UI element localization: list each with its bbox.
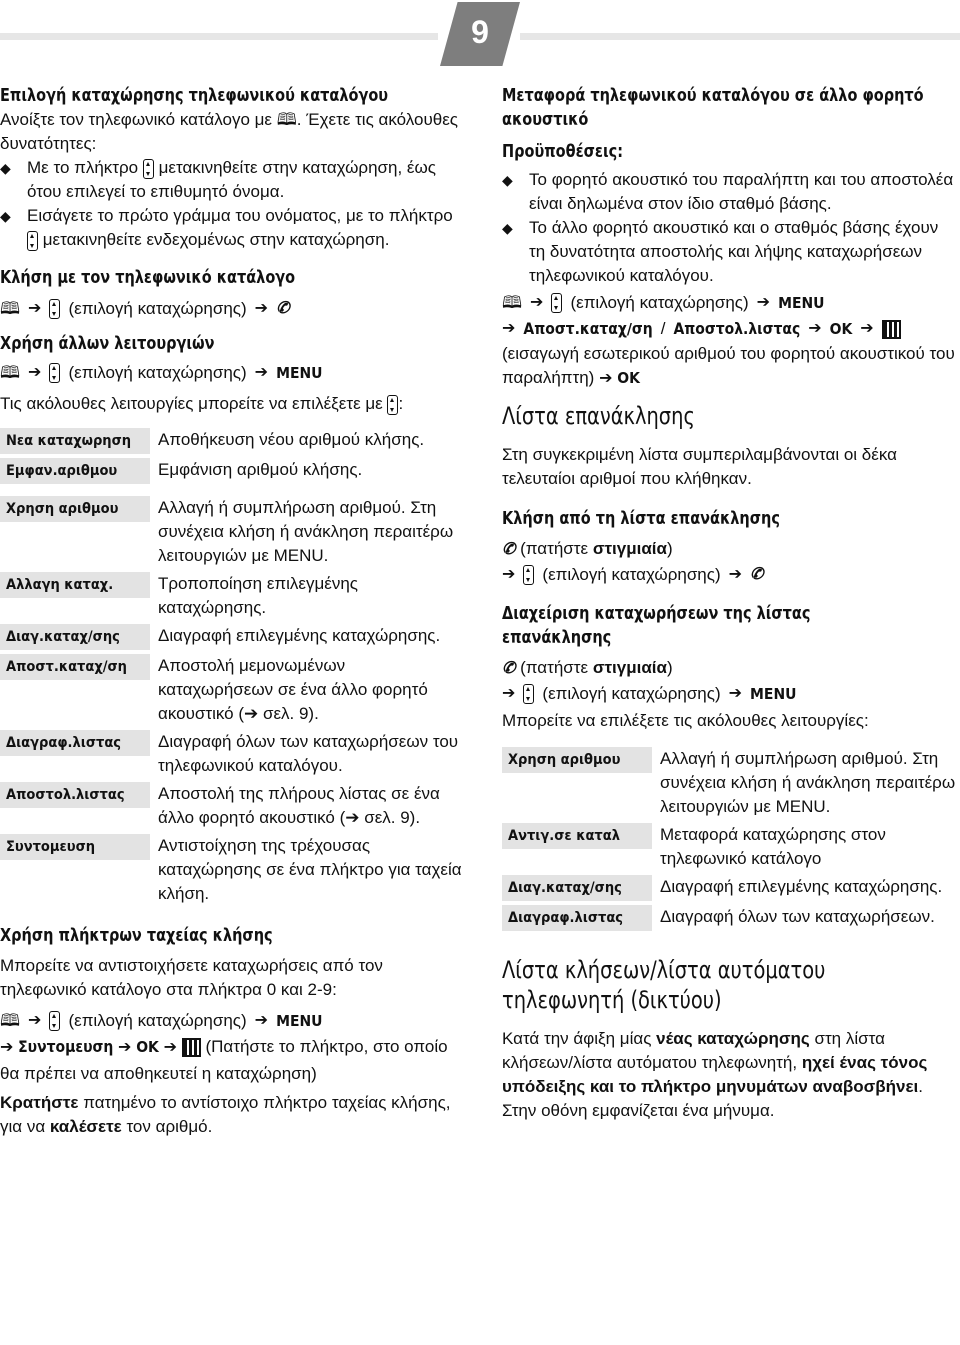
speed-dial-hold: [0, 1091, 462, 1139]
send-entry-key: Αποστ.καταχ/ση: [523, 320, 653, 338]
arrow-icon: ➔: [860, 320, 874, 337]
cl-c: στη λίστα κλήσεων/λίστα αυτόματου τηλεφωνητή,: [502, 1029, 885, 1072]
nav-key-icon: [551, 293, 562, 313]
table-row: [0, 624, 462, 650]
transfer-tail: [502, 342, 958, 391]
header-rule-right: [520, 33, 960, 40]
arrow-icon: ➔: [599, 370, 613, 387]
tr-tail: (εισαγωγή εσωτερικού αριθμού του φορητού ακουστικού του παραλήπτη): [502, 344, 955, 387]
shortcut-key: Συντομευση: [18, 1038, 114, 1056]
redial-text: Στη συγκεκριμένη λίστα συμπεριλαμβάνονται οι δέκα τελευταίοι αριθμοί που κλήθηκαν.: [502, 445, 897, 488]
arrow-icon: ➔: [808, 320, 822, 337]
p-c: ): [666, 658, 673, 677]
cl-a: Κατά την άφιξη μίας: [502, 1029, 657, 1048]
section-title-select-entry: Επιλογή καταχώρησης τηλεφωνικού καταλόγου: [0, 86, 389, 106]
phonebook-icon: 🕮: [0, 299, 21, 318]
section-title-call-list-2: τηλεφωνητή (δικτύου): [502, 986, 722, 1014]
arrow-icon: ➔: [118, 1039, 132, 1056]
option-key: Διαγ.καταχ/σης: [0, 624, 150, 650]
b2b: μετακινηθείτε ενδεχομένως στην καταχώρηση.: [42, 230, 390, 249]
p-a: (πατήστε: [520, 658, 593, 677]
manage-steps: [502, 681, 958, 707]
table-row: [0, 654, 462, 726]
b2a: Εισάγετε το πρώτο γράμμα του ονόματος, με το πλήκτρο: [27, 206, 453, 225]
keypad-icon: [182, 1038, 201, 1057]
option-key: Αντιγ.σε καταλ: [502, 823, 652, 849]
option-desc: Αποστολή μεμονωμένων καταχωρήσεων σε ένα άλλο φορητό ακουστικό (➔ σελ. 9).: [158, 656, 428, 723]
header-rule-left: [0, 33, 438, 40]
fi-b: :: [398, 394, 404, 413]
functions-steps: [0, 360, 462, 386]
intro-text: [0, 108, 462, 156]
intro-b: . Έχετε τις ακόλουθες δυνατότητες:: [0, 110, 458, 153]
talk-key-icon: ✆: [750, 566, 764, 583]
cl-b: νέας καταχώρησης: [656, 1029, 810, 1048]
arrow-icon: ➔: [756, 294, 771, 311]
option-desc: Μεταφορά καταχώρησης στον τηλεφωνικό κατάλογο: [660, 825, 886, 868]
mg-step: (επιλογή καταχώρησης): [542, 684, 721, 703]
b1b: μετακινηθείτε στην καταχώρηση, έως ότου επιλεγεί το επιθυμητό όνομα.: [27, 158, 436, 201]
phonebook-icon: 🕮: [0, 363, 21, 382]
section-title-call: Κλήση με τον τηλεφωνικό κατάλογο: [0, 268, 296, 288]
option-key: Διαγραφ.λιστας: [0, 730, 150, 756]
nav-key-icon: [523, 565, 534, 585]
p-b: στιγμιαία: [592, 539, 667, 558]
nav-key-icon: [49, 363, 60, 383]
menu-key: MENU: [276, 1012, 323, 1030]
diamond-bullet-icon: ◆: [502, 220, 513, 236]
option-desc: Αποθήκευση νέου αριθμού κλήσης.: [158, 430, 425, 449]
option-desc: Διαγραφή όλων των καταχωρήσεων του τηλεφωνικού καταλόγου.: [158, 732, 459, 775]
diamond-bullet-icon: ◆: [502, 172, 513, 188]
phonebook-icon: 🕮: [276, 110, 297, 129]
arrow-icon: ➔: [28, 364, 42, 381]
send-list-key: Αποστολ.λιστας: [673, 320, 801, 338]
phonebook-options-table: [0, 428, 462, 906]
functions-intro: [0, 392, 462, 416]
arrow-icon: ➔: [254, 1012, 269, 1029]
intro-a: Ανοίξτε τον τηλεφωνικό κατάλογο με: [0, 110, 273, 129]
nav-key-icon: [143, 159, 154, 179]
bullet-2: [0, 204, 462, 252]
section-title-transfer: Μεταφορά τηλεφωνικού καταλόγου σε άλλο φορητό ακουστικό: [502, 86, 924, 130]
option-key: Εμφαν.αριθμου: [0, 458, 150, 484]
arrow-icon: ➔: [502, 320, 516, 337]
arrow-icon: ➔: [254, 364, 269, 381]
fi-a: Τις ακόλουθες λειτουργίες μπορείτε να επιλέξετε με: [0, 394, 383, 413]
call-bold: καλέσετε: [49, 1117, 122, 1136]
table-row: [0, 572, 462, 620]
transfer-steps-1: [502, 290, 958, 316]
b1a: Με το πλήκτρο: [27, 158, 139, 177]
speed-dial-steps-2: [0, 1034, 462, 1087]
cl-d: ηχεί ένας τόνος υπόδειξης και το πλήκτρο μηνυμάτων αναβοσβήνει: [502, 1053, 928, 1096]
redial-steps: [502, 562, 958, 588]
option-key: Διαγραφ.λιστας: [502, 905, 652, 931]
section-title-manage-redial: Διαχείριση καταχωρήσεων της λίστας επανάκλησης: [502, 604, 811, 648]
diamond-bullet-icon: ◆: [0, 208, 11, 224]
option-key: Συντομευση: [0, 834, 150, 860]
sd-tail: (Πατήστε το πλήκτρο, στο οποίο θα πρέπει να αποθηκευτεί η καταχώρηση): [0, 1037, 448, 1083]
talk-key-icon: ✆: [276, 300, 290, 317]
nav-key-icon: [27, 231, 38, 251]
ok-key: OK: [617, 369, 640, 387]
rd-step: (επιλογή καταχώρησης): [542, 565, 721, 584]
option-key: Χρηση αριθμου: [502, 747, 652, 773]
talk-key-icon: ✆: [502, 541, 516, 558]
pre-b1: Το φορητό ακουστικό του παραλήπτη και του αποστολέα είναι δηλωμένα στον ίδιο σταθμό βάσης.: [529, 170, 954, 213]
p-b: στιγμιαία: [592, 658, 667, 677]
nav-key-icon: [523, 684, 534, 704]
functions-step-text: (επιλογή καταχώρησης): [68, 363, 247, 382]
option-desc: Αλλαγή ή συμπλήρωση αριθμού. Στη συνέχεια κλήση ή ανάκληση περαιτέρω λειτουργιών με MENU.: [158, 498, 454, 565]
table-row: [0, 496, 462, 568]
cl-e: . Στην οθόνη εμφανίζεται ένα μήνυμα.: [502, 1077, 923, 1120]
option-key: Αλλαγη καταχ.: [0, 572, 150, 598]
p-c: ): [666, 539, 673, 558]
hold-d: τον αριθμό.: [121, 1117, 213, 1136]
nav-key-icon: [387, 395, 398, 415]
section-title-call-list-1: Λίστα κλήσεων/λίστα αυτόματου: [502, 956, 826, 984]
section-title-redial-list: Λίστα επανάκλησης: [502, 402, 695, 430]
arrow-icon: ➔: [28, 1012, 42, 1029]
pre-bullet-2: [502, 216, 958, 288]
arrow-icon: ➔: [502, 566, 516, 583]
option-key: Αποστολ.λιστας: [0, 782, 150, 808]
table-row: [0, 458, 462, 484]
phonebook-icon: 🕮: [502, 293, 523, 312]
transfer-steps-2: [502, 316, 958, 342]
bullet-1-text: [27, 156, 462, 204]
call-list-text: [502, 1027, 958, 1123]
arrow-icon: ➔: [530, 294, 544, 311]
menu-key: MENU: [750, 685, 797, 703]
sd-step-text: (επιλογή καταχώρησης): [68, 1011, 247, 1030]
arrow-icon: ➔: [28, 300, 42, 317]
nav-key-icon: [49, 299, 60, 319]
manage-text: Μπορείτε να επιλέξετε τις ακόλουθες λειτουργίες:: [502, 711, 869, 730]
speed-dial-text: Μπορείτε να αντιστοιχήσετε καταχωρήσεις από τον τηλεφωνικό κατάλογο στα πλήκτρα 0 και 2-9:: [0, 956, 383, 999]
ok-key: OK: [136, 1038, 159, 1056]
tr-step: (επιλογή καταχώρησης): [570, 293, 749, 312]
nav-key-icon: [49, 1011, 60, 1031]
option-desc: Αλλαγή ή συμπλήρωση αριθμού. Στη συνέχεια κλήση ή ανάκληση περαιτέρω λειτουργιών με MENU.: [660, 749, 956, 816]
arrow-icon: ➔: [163, 1039, 177, 1056]
table-row: [502, 875, 958, 901]
section-title-call-from-redial: Κλήση από τη λίστα επανάκλησης: [502, 509, 780, 529]
table-row: [0, 428, 462, 454]
arrow-icon: ➔: [728, 566, 743, 583]
phonebook-icon: 🕮: [0, 1011, 21, 1030]
speed-dial-steps-1: [0, 1008, 462, 1034]
right-column: [502, 84, 958, 1123]
arrow-icon: ➔: [0, 1039, 14, 1056]
page-number: 9: [471, 14, 489, 50]
ok-key: OK: [829, 320, 853, 338]
call-step-text: (επιλογή καταχώρησης): [68, 299, 247, 318]
option-desc: Διαγραφή όλων των καταχωρήσεων.: [660, 907, 935, 926]
prerequisites-label: Προϋποθέσεις:: [502, 142, 624, 162]
table-row: [502, 747, 958, 819]
arrow-icon: ➔: [254, 300, 269, 317]
menu-key: MENU: [778, 294, 825, 312]
pre-bullet-1: [502, 168, 958, 216]
left-column: [0, 84, 462, 1139]
redial-press: [502, 537, 958, 562]
option-desc: Διαγραφή επιλεγμένης καταχώρησης.: [660, 877, 943, 896]
table-row: [0, 730, 462, 778]
redial-options-table: [502, 747, 958, 931]
option-desc: Τροποποίηση επιλεγμένης καταχώρησης.: [158, 574, 358, 617]
call-steps: [0, 296, 462, 322]
option-desc: Διαγραφή επιλεγμένης καταχώρησης.: [158, 626, 441, 645]
hold-bold: Κρατήστε: [0, 1093, 79, 1112]
option-key: Χρηση αριθμου: [0, 496, 150, 522]
arrow-icon: ➔: [728, 685, 743, 702]
table-row: [0, 782, 462, 830]
pre-b2: Το άλλο φορητό ακουστικό και ο σταθμός βάσης έχουν τη δυνατότητα αποστολής και λήψης καταχωρήσεων τηλεφωνικού καταλόγου.: [529, 218, 939, 285]
table-row: [502, 905, 958, 931]
slash: /: [660, 319, 666, 338]
option-key: Νεα καταχωρηση: [0, 428, 150, 454]
section-title-speed-dial: Χρήση πλήκτρων ταχείας κλήσης: [0, 926, 273, 946]
table-row: [0, 834, 462, 906]
option-key: Αποστ.καταχ/ση: [0, 654, 150, 680]
arrow-icon: ➔: [502, 685, 516, 702]
talk-key-icon: ✆: [502, 660, 516, 677]
option-key: Διαγ.καταχ/σης: [502, 875, 652, 901]
diamond-bullet-icon: ◆: [0, 160, 11, 176]
section-title-other-functions: Χρήση άλλων λειτουργιών: [0, 334, 215, 354]
bullet-1: [0, 156, 462, 204]
table-row: [502, 823, 958, 871]
menu-key: MENU: [276, 364, 323, 382]
keypad-icon: [882, 320, 901, 339]
option-desc: Εμφάνιση αριθμού κλήσης.: [158, 460, 363, 479]
p-a: (πατήστε: [520, 539, 593, 558]
hold-b: πατημένο το αντίστοιχο πλήκτρο ταχείας κλήσης, για να: [0, 1093, 451, 1136]
manage-press: [502, 656, 958, 681]
bullet-2-text: [27, 204, 462, 252]
option-desc: Αποστολή της πλήρους λίστας σε ένα άλλο φορητό ακουστικό (➔ σελ. 9).: [158, 784, 440, 827]
option-desc: Αντιστοίχηση της τρέχουσας καταχώρησης σε ένα πλήκτρο για ταχεία κλήση.: [158, 836, 462, 903]
